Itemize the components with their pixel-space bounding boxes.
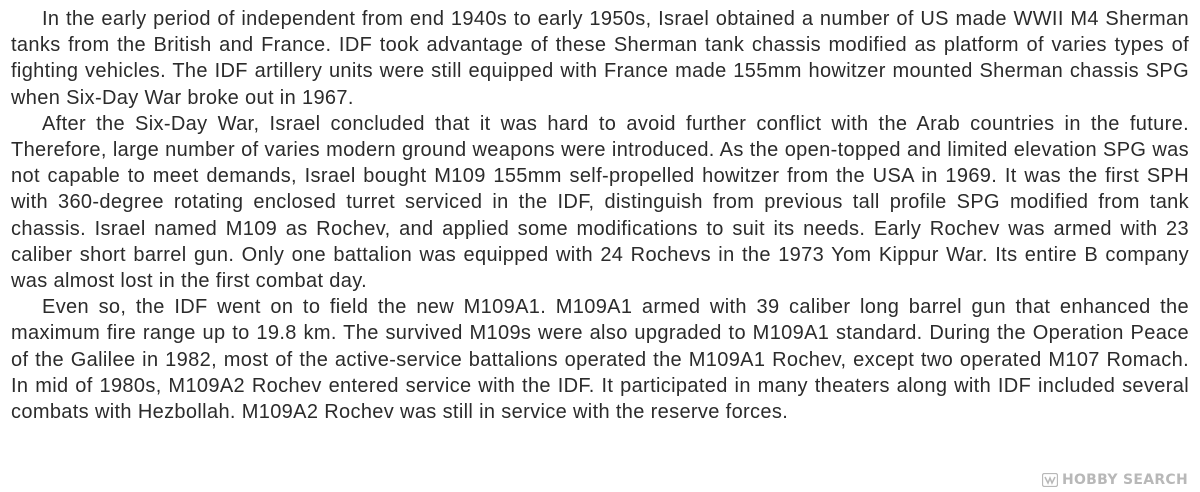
paragraph-3: Even so, the IDF went on to field the new M109A1. M109A1 armed with 39 caliber long barrel gun that enhanced the maximum fire range up to 19.8 km. The survived M109s were also upgraded to M109A1 standard. During the Operation Peace of the Galilee in 1982, most of the active-service battalions operated the M109A1 Rochev, except two operated M107 Romach. In mid of 1980s, M109A2 Rochev entered service with the IDF. It participated in many theaters along with IDF included several combats with Hezbollah. M109A2 Rochev was still in service with the reserve forces. <box>11 296 1189 424</box>
hobby-search-logo-icon <box>1042 473 1058 487</box>
watermark-text: HOBBY SEARCH <box>1061 472 1188 488</box>
document-body <box>11 6 1189 425</box>
paragraph-1: In the early period of independent from end 1940s to early 1950s, Israel obtained a number of US made WWII M4 Sherman tanks from the British and France. IDF took advantage of these Sherman tank chassis modified as platform of varies types of fighting vehicles. The IDF artillery units were still equipped with France made 155mm howitzer mounted Sherman chassis SPG when Six-Day War broke out in 1967. <box>11 8 1189 109</box>
watermark <box>1042 472 1188 488</box>
paragraph-2: After the Six-Day War, Israel concluded that it was hard to avoid further conflict with the Arab countries in the future. Therefore, large number of varies modern ground weapons were introduced. As the open-topped and limited elevation SPG was not capable to meet demands, Israel bought M109 155mm self-propelled howitzer from the USA in 1969. It was the first SPH with 360-degree rotating enclosed turret serviced in the IDF, distinguish from previous tall profile SPG modified from tank chassis. Israel named M109 as Rochev, and applied some modifications to suit its needs. Early Rochev was armed with 23 caliber short barrel gun. Only one battalion was equipped with 24 Rochevs in the 1973 Yom Kippur War. Its entire B company was almost lost in the first combat day. <box>11 112 1189 293</box>
